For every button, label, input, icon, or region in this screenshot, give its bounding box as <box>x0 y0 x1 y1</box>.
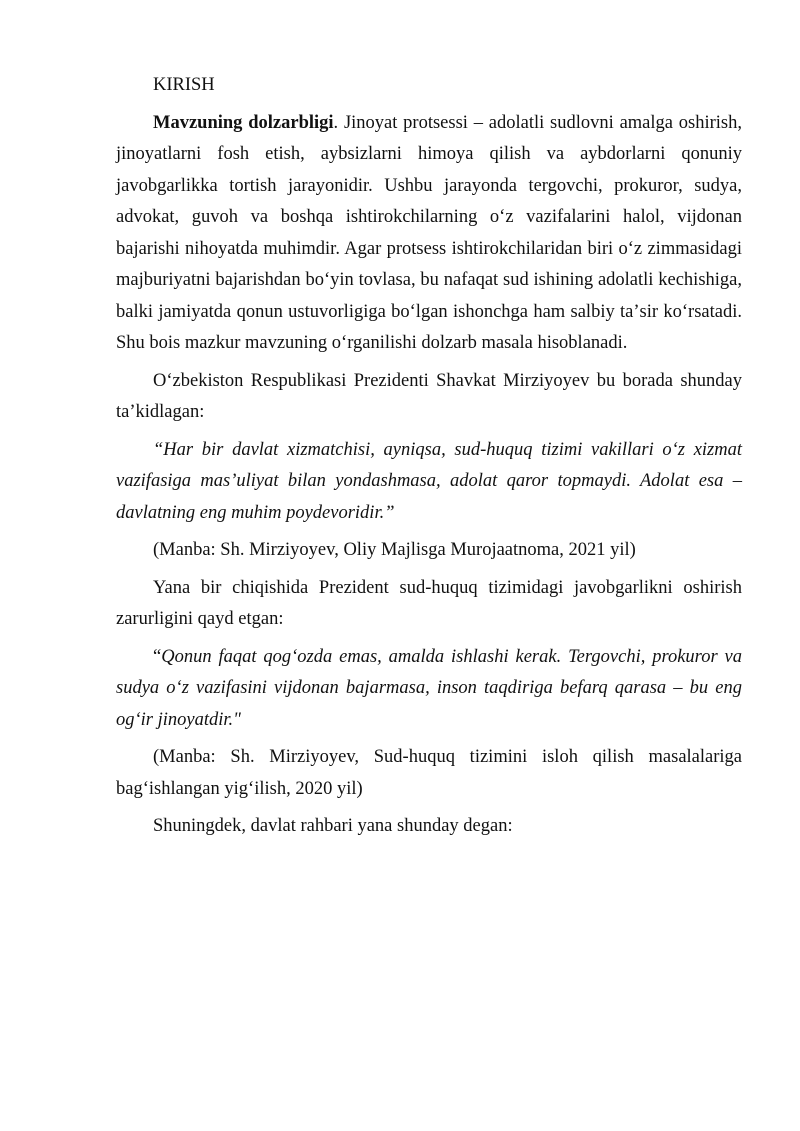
closing-paragraph: Shuningdek, davlat rahbari yana shunday degan: <box>153 816 513 836</box>
quote-1: “Har bir davlat xizmatchisi, ayniqsa, sud-huquq tizimi vakillari oʻz xizmat vazifasiga masʼuliyat bilan yondashmasa, adolat qaror topmaydi. Adolat esa – davlatning eng muhim poydevoridir.” <box>116 439 742 523</box>
source-2: (Manba: Sh. Mirziyoyev, Sud-huquq tizimini isloh qilish masalalariga bagʻishlangan yigʻilish, 2020 yil) <box>116 747 742 799</box>
relevance-lead: Mavzuning dolzarbligi <box>153 112 334 133</box>
document-page <box>116 70 742 849</box>
quote-2-open-mark: “ <box>153 646 162 667</box>
source-1: (Manba: Sh. Mirziyoyev, Oliy Majlisga Murojaatnoma, 2021 yil) <box>153 540 636 560</box>
president-statement-paragraph: Oʻzbekiston Respublikasi Prezidenti Shavkat Mirziyoyev bu borada shunday taʼkidlagan: <box>116 370 742 422</box>
second-statement-paragraph: Yana bir chiqishida Prezident sud-huquq tizimidagi javobgarlikni oshirish zarurligini qayd etgan: <box>116 577 742 629</box>
section-heading: KIRISH <box>153 75 215 95</box>
quote-2-text: Qonun faqat qogʻozda emas, amalda ishlashi kerak. Tergovchi, prokuror va sudya oʻz vazifasini vijdonan bajarmasa, inson taqdiriga befarq qarasa – bu eng ogʻir jinoyatdir." <box>116 646 742 730</box>
quote-2 <box>116 642 742 737</box>
intro-paragraph <box>116 108 742 360</box>
intro-text: . Jinoyat protsessi – adolatli sudlovni amalga oshirish, jinoyatlarni fosh etish, aybsizlarni himoya qilish va aybdorlarni qonuniy javobgarlikka tortish jarayonidir. Ushbu jarayonda tergovchi, prokuror, sudya, advokat, guvoh va boshqa ishtirokchilarning oʻz vazifalarini halol, vijdonan bajarishi nihoyatda muhimdir. Agar protsess ishtirokchilaridan biri oʻz zimmasidagi majburiyatni bajarishdan boʻyin tovlasa, bu nafaqat sud ishining adolatli kechishiga, balki jamiyatda qonun ustuvorligiga boʻlgan ishonchga ham salbiy taʼsir koʻrsatadi. Shu bois mazkur mavzuning oʻrganilishi dolzarb masala hisoblanadi. <box>116 112 742 353</box>
